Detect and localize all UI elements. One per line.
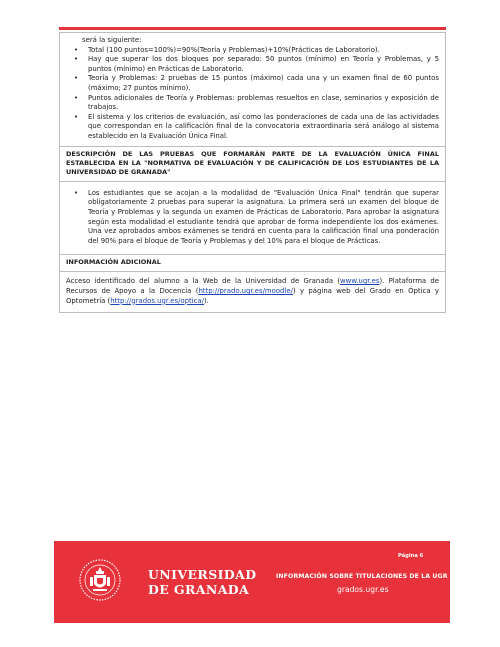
evaluation-lead: será la siguiente:	[82, 36, 142, 44]
single-final-heading: DESCRIPCIÓN DE LAS PRUEBAS QUE FORMARÁN PARTE DE LA EVALUACIÓN ÚNICA FINAL ESTABLECIDA EN LA "NORMATIVA DE EVALUACIÓN Y DE CALIFICACIÓN DE LOS ESTUDIANTES DE LA UNIVERSIDAD DE GRANADA"	[60, 146, 446, 181]
list-item: • Puntos adicionales de Teoría y Problemas: problemas resueltos en clase, seminarios y exposición de trabajos.	[88, 94, 439, 113]
ugr-link[interactable]: www.ugr.es	[340, 277, 380, 286]
single-final-row	[60, 181, 446, 255]
info-text: ). Plataforma de Recursos de Apoyo a la Docencia (	[66, 277, 439, 296]
university-name-line1: UNIVERSIDAD	[148, 567, 257, 582]
additional-info-heading-row	[60, 255, 446, 272]
footer-banner	[54, 541, 450, 623]
page-number: Página 6	[398, 553, 424, 559]
list-item: • Total (100 puntos=100%)=90%(Teoría y Problemas)+10%(Prácticas de Laboratorio).	[88, 46, 439, 56]
university-seal-icon	[78, 558, 122, 602]
list-item: • El sistema y los criterios de evaluación, así como las ponderaciones de cada una de las actividades que correspondan en la calificación final de la convocatoria extraordinaria será análogo al sistema establecido en la Evaluación Única Final.	[88, 113, 439, 142]
evaluation-row	[60, 33, 446, 147]
degrees-site[interactable]: grados.ugr.es	[337, 585, 389, 594]
additional-info-heading: INFORMACIÓN ADICIONAL	[60, 255, 446, 272]
evaluation-bullets	[66, 46, 439, 142]
evaluation-cell	[60, 33, 446, 147]
header-rule	[59, 27, 446, 30]
info-text: ).	[203, 296, 209, 305]
single-final-cell	[60, 181, 446, 255]
single-final-bullets	[66, 189, 439, 247]
additional-info-row	[60, 272, 446, 313]
single-final-heading-row	[60, 146, 446, 181]
guide-table	[59, 32, 446, 313]
list-item: • Teoría y Problemas: 2 pruebas de 15 puntos (máximo) cada una y un examen final de 60 puntos (máximo; 27 puntos mínimo).	[88, 74, 439, 93]
info-text: Acceso identificado del alumno a la Web de la Universidad de Granada (	[66, 277, 341, 286]
list-item: • Hay que superar los dos bloques por separado: 50 puntos (mínimo) en Teoría y Problemas, y 5 puntos (mínimo) en Prácticas de Laboratorio.	[88, 55, 439, 74]
degrees-info-title: INFORMACIÓN SOBRE TITULACIONES DE LA UGR	[276, 573, 448, 580]
info-text: ) y página web del Grado en Óptica y Optometría (	[66, 287, 439, 305]
additional-info-cell	[60, 272, 446, 313]
list-item: • Los estudiantes que se acojan a la modalidad de "Evaluación Única Final" tendrán que superar obligatoriamente 2 pruebas para superar la asignatura. La primera será un examen del bloque de Teoría y Problemas y la segunda un examen de Prácticas de Laboratorio. Para aprobar la asignatura según esta modalidad el estudiante tendrá que aprobar de forma independiente los dos exámenes. Una vez aprobados ambos exámenes se tendrá en cuenta para la calificación final una ponderación del 90% para el bloque de Teoría y Problemas y del 10% para el bloque de Prácticas.	[88, 189, 439, 247]
prado-link[interactable]: http://prado.ugr.es/moodle/	[198, 287, 293, 296]
university-name-line2: DE GRANADA	[148, 582, 250, 597]
grados-optica-link[interactable]: http://grados.ugr.es/optica/	[110, 296, 204, 305]
